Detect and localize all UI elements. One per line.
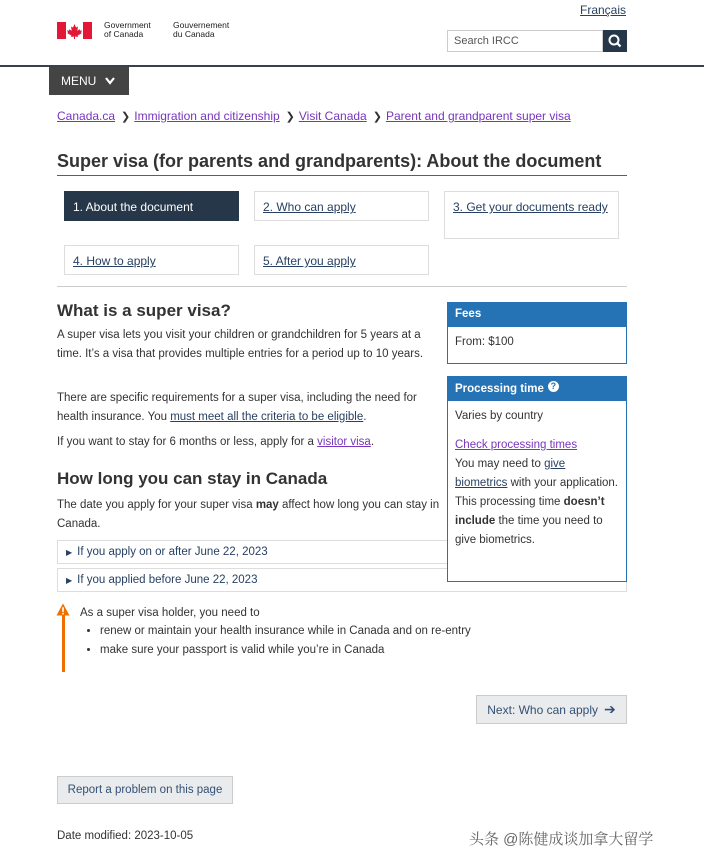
help-icon[interactable]: ? xyxy=(548,381,559,392)
chevron-right-icon: ❯ xyxy=(372,110,382,123)
chevron-right-icon: ❯ xyxy=(285,110,295,123)
step-after-you-apply[interactable]: 5. After you apply xyxy=(254,245,429,275)
step-how-to-apply[interactable]: 4. How to apply xyxy=(64,245,239,275)
section-heading-how-long: How long you can stay in Canada xyxy=(57,469,328,488)
fees-panel-title: Fees xyxy=(448,303,626,327)
give-biometrics-link[interactable]: give biometrics xyxy=(455,458,566,489)
search-icon xyxy=(603,30,627,52)
breadcrumb-super-visa[interactable]: Parent and grandparent super visa xyxy=(385,109,571,123)
details-after-june-22[interactable]: ▶ If you apply on or after June 22, 2023 xyxy=(57,540,447,564)
list-item: • make sure your passport is valid while you’re in Canada xyxy=(100,641,471,660)
details-before-june-22[interactable]: ▶ If you applied before June 22, 2023 xyxy=(57,568,627,592)
next-button[interactable]: Next: Who can apply ➔ xyxy=(476,695,627,724)
warning-bar xyxy=(62,615,65,672)
steps-divider xyxy=(57,286,627,287)
date-modified: Date modified: 2023-10-05 xyxy=(57,830,194,842)
step-about-document[interactable]: 1. About the document xyxy=(64,191,239,221)
processing-varies: Varies by country xyxy=(455,410,543,422)
gov-signature-en: Government of Canada xyxy=(104,20,151,39)
fees-panel xyxy=(447,302,627,364)
chevron-down-icon xyxy=(104,76,116,86)
step-who-can-apply[interactable]: 2. Who can apply xyxy=(254,191,429,221)
processing-panel-body: Varies by country Check processing times You may need to give biometrics with your application. This processing time doesn’t include the time you need to give biometrics. xyxy=(448,401,626,556)
warning-intro: As a super visa holder, you need to xyxy=(80,607,260,619)
triangle-right-icon: ▶ xyxy=(66,575,73,585)
breadcrumb-canada[interactable]: Canada.ca xyxy=(57,109,116,123)
arrow-right-icon: ➔ xyxy=(603,701,616,717)
processing-time-panel xyxy=(447,376,627,582)
super-visa-description: A super visa lets you visit your children or grandchildren for 5 years at a time. It’s a visa that provides multiple entries for a period up to 10 years. xyxy=(57,329,424,360)
warning-list xyxy=(80,622,471,660)
requirements-paragraph: There are specific requirements for a super visa, including the need for health insurance. You must meet all the criteria to be eligible. xyxy=(57,392,417,423)
processing-panel-title: Processing time xyxy=(455,383,544,395)
language-toggle-link[interactable]: Français xyxy=(580,3,627,17)
report-problem-button[interactable]: Report a problem on this page xyxy=(57,776,233,804)
visitor-visa-paragraph: If you want to stay for 6 months or less, apply for a visitor visa. xyxy=(57,436,375,448)
page-title: Super visa (for parents and grandparents): About the document xyxy=(57,151,602,171)
step-get-documents[interactable]: 3. Get your documents ready xyxy=(444,191,619,239)
triangle-right-icon: ▶ xyxy=(66,547,73,557)
watermark: 头条 @陈健成谈加拿大留学 xyxy=(469,831,654,848)
chevron-right-icon: ❯ xyxy=(121,110,131,123)
title-rule xyxy=(57,175,627,176)
search-button[interactable] xyxy=(603,30,627,52)
menu-button[interactable] xyxy=(49,67,129,95)
search-input[interactable]: Search IRCC xyxy=(447,30,603,52)
menu-label: MENU xyxy=(61,74,97,88)
processing-panel-header xyxy=(448,377,626,401)
how-long-paragraph: The date you apply for your super visa may affect how long you can stay in Canada. xyxy=(57,499,440,530)
breadcrumb-immigration[interactable]: Immigration and citizenship xyxy=(134,109,280,123)
breadcrumb-visit-canada[interactable]: Visit Canada xyxy=(298,109,367,123)
eligibility-link[interactable]: must meet all the criteria to be eligible xyxy=(170,411,364,423)
list-item: • renew or maintain your health insurance while in Canada and on re-entry xyxy=(100,622,471,641)
section-heading-what-is: What is a super visa? xyxy=(57,301,231,320)
visitor-visa-link[interactable]: visitor visa xyxy=(317,436,371,448)
check-processing-times-link[interactable]: Check processing times xyxy=(455,439,578,451)
fees-panel-body: From: $100 xyxy=(455,336,514,348)
canada-flag-icon xyxy=(57,22,92,39)
breadcrumb xyxy=(57,109,571,123)
gov-signature-fr: Gouvernement du Canada xyxy=(173,20,230,39)
